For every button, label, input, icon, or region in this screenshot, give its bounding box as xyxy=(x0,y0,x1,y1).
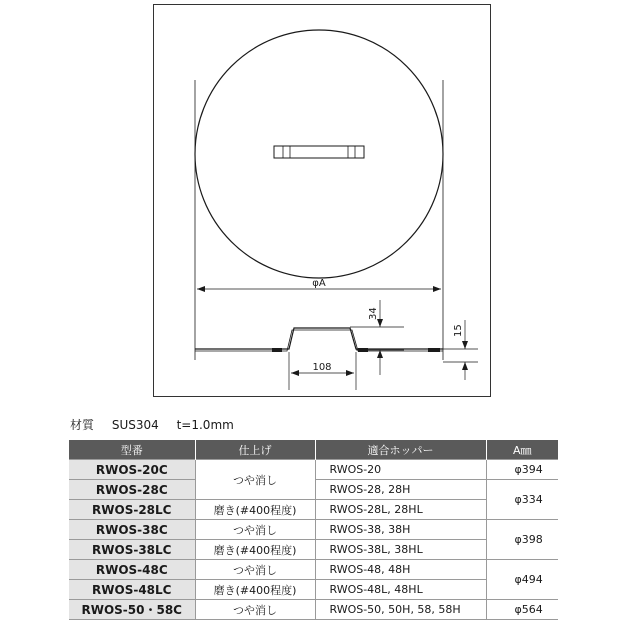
model-cell: RWOS-48C xyxy=(69,560,195,580)
table-header-row xyxy=(69,440,558,460)
depth-label: 15 xyxy=(453,324,464,337)
hopper-cell: RWOS-28, 28H xyxy=(315,480,486,500)
model-cell: RWOS-20C xyxy=(69,460,195,480)
finish-cell: 磨き(#400程度) xyxy=(195,580,315,600)
table-row xyxy=(69,460,558,480)
diameter-label: φA xyxy=(312,278,326,289)
size-cell: φ394 xyxy=(486,460,558,480)
header-size: A㎜ xyxy=(486,440,558,460)
width-label: 108 xyxy=(312,362,332,373)
model-cell: RWOS-38C xyxy=(69,520,195,540)
model-cell: RWOS-48LC xyxy=(69,580,195,600)
material-grade: SUS304 xyxy=(111,418,159,432)
model-cell: RWOS-50・58C xyxy=(69,600,195,620)
finish-cell: つや消し xyxy=(195,460,315,500)
hopper-cell: RWOS-28L, 28HL xyxy=(315,500,486,520)
header-hopper: 適合ホッパー xyxy=(315,440,486,460)
handle-slot xyxy=(274,146,364,158)
table-row xyxy=(69,520,558,540)
height-label: 34 xyxy=(368,307,379,320)
size-cell: φ564 xyxy=(486,600,558,620)
finish-cell: 磨き(#400程度) xyxy=(195,500,315,520)
table-row xyxy=(69,600,558,620)
size-cell: φ334 xyxy=(486,480,558,520)
spec-table xyxy=(69,440,558,620)
finish-cell: つや消し xyxy=(195,600,315,620)
size-cell: φ398 xyxy=(486,520,558,560)
hopper-cell: RWOS-20 xyxy=(315,460,486,480)
finish-cell: つや消し xyxy=(195,560,315,580)
material-spec xyxy=(70,416,248,433)
header-finish: 仕上げ xyxy=(195,440,315,460)
table-row xyxy=(69,540,558,560)
table-row xyxy=(69,560,558,580)
material-thickness: t=1.0mm xyxy=(176,418,234,432)
hopper-cell: RWOS-38, 38H xyxy=(315,520,486,540)
model-cell: RWOS-38LC xyxy=(69,540,195,560)
header-model: 型番 xyxy=(69,440,195,460)
side-profile xyxy=(195,328,443,352)
size-cell: φ494 xyxy=(486,560,558,600)
material-label: 材質 xyxy=(70,418,95,432)
hopper-cell: RWOS-50, 50H, 58, 58H xyxy=(315,600,486,620)
hopper-cell: RWOS-38L, 38HL xyxy=(315,540,486,560)
hopper-cell: RWOS-48L, 48HL xyxy=(315,580,486,600)
table-row xyxy=(69,500,558,520)
finish-cell: つや消し xyxy=(195,520,315,540)
finish-cell: 磨き(#400程度) xyxy=(195,540,315,560)
model-cell: RWOS-28C xyxy=(69,480,195,500)
table-row xyxy=(69,580,558,600)
plate-circle xyxy=(195,30,443,278)
model-cell: RWOS-28LC xyxy=(69,500,195,520)
hopper-cell: RWOS-48, 48H xyxy=(315,560,486,580)
